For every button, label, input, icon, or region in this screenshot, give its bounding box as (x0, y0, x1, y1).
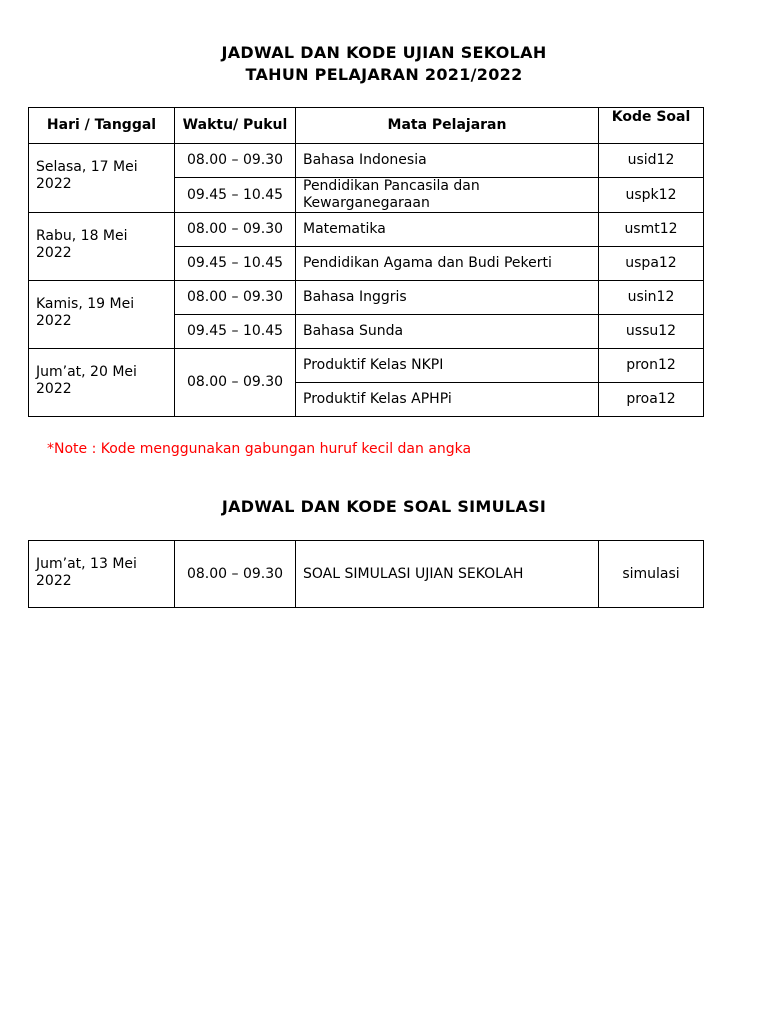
exam-schedule-table (28, 107, 704, 417)
header-subject: Mata Pelajaran (296, 108, 599, 144)
subject-cell: Pendidikan Pancasila dan Kewarganegaraan (296, 178, 599, 213)
note-text: *Note : Kode menggunakan gabungan huruf kecil dan angka (47, 441, 472, 457)
table-row (29, 144, 704, 178)
document-subtitle: TAHUN PELAJARAN 2021/2022 (245, 65, 523, 84)
document-title: JADWAL DAN KODE UJIAN SEKOLAH (221, 43, 547, 62)
simulation-schedule-table (28, 540, 704, 608)
time-cell: 08.00 – 09.30 (175, 144, 296, 178)
subject-cell: SOAL SIMULASI UJIAN SEKOLAH (296, 541, 599, 608)
time-cell: 08.00 – 09.30 (175, 281, 296, 315)
table-row (29, 281, 704, 315)
code-cell: uspk12 (599, 178, 704, 213)
time-cell: 08.00 – 09.30 (175, 213, 296, 247)
day-cell: Selasa, 17 Mei 2022 (29, 144, 175, 213)
code-cell: uspa12 (599, 247, 704, 281)
code-cell: usin12 (599, 281, 704, 315)
time-cell: 08.00 – 09.30 (175, 541, 296, 608)
subject-cell: Matematika (296, 213, 599, 247)
code-cell: ussu12 (599, 315, 704, 349)
subject-cell: Bahasa Indonesia (296, 144, 599, 178)
subject-cell: Pendidikan Agama dan Budi Pekerti (296, 247, 599, 281)
table-row (29, 349, 704, 383)
subject-cell: Produktif Kelas APHPi (296, 383, 599, 417)
subject-cell: Bahasa Sunda (296, 315, 599, 349)
header-code: Kode Soal (599, 108, 704, 144)
time-cell: 08.00 – 09.30 (175, 349, 296, 417)
time-cell: 09.45 – 10.45 (175, 315, 296, 349)
day-cell: Jum’at, 13 Mei 2022 (29, 541, 175, 608)
header-day: Hari / Tanggal (29, 108, 175, 144)
subject-cell: Produktif Kelas NKPI (296, 349, 599, 383)
day-cell: Rabu, 18 Mei 2022 (29, 213, 175, 281)
day-cell: Kamis, 19 Mei 2022 (29, 281, 175, 349)
day-cell: Jum’at, 20 Mei 2022 (29, 349, 175, 417)
subject-cell: Bahasa Inggris (296, 281, 599, 315)
code-cell: usmt12 (599, 213, 704, 247)
code-cell: simulasi (599, 541, 704, 608)
time-cell: 09.45 – 10.45 (175, 178, 296, 213)
time-cell: 09.45 – 10.45 (175, 247, 296, 281)
header-time: Waktu/ Pukul (175, 108, 296, 144)
code-cell: pron12 (599, 349, 704, 383)
table-row (29, 541, 704, 608)
code-cell: proa12 (599, 383, 704, 417)
code-cell: usid12 (599, 144, 704, 178)
simulation-title: JADWAL DAN KODE SOAL SIMULASI (221, 497, 547, 516)
table-row (29, 213, 704, 247)
